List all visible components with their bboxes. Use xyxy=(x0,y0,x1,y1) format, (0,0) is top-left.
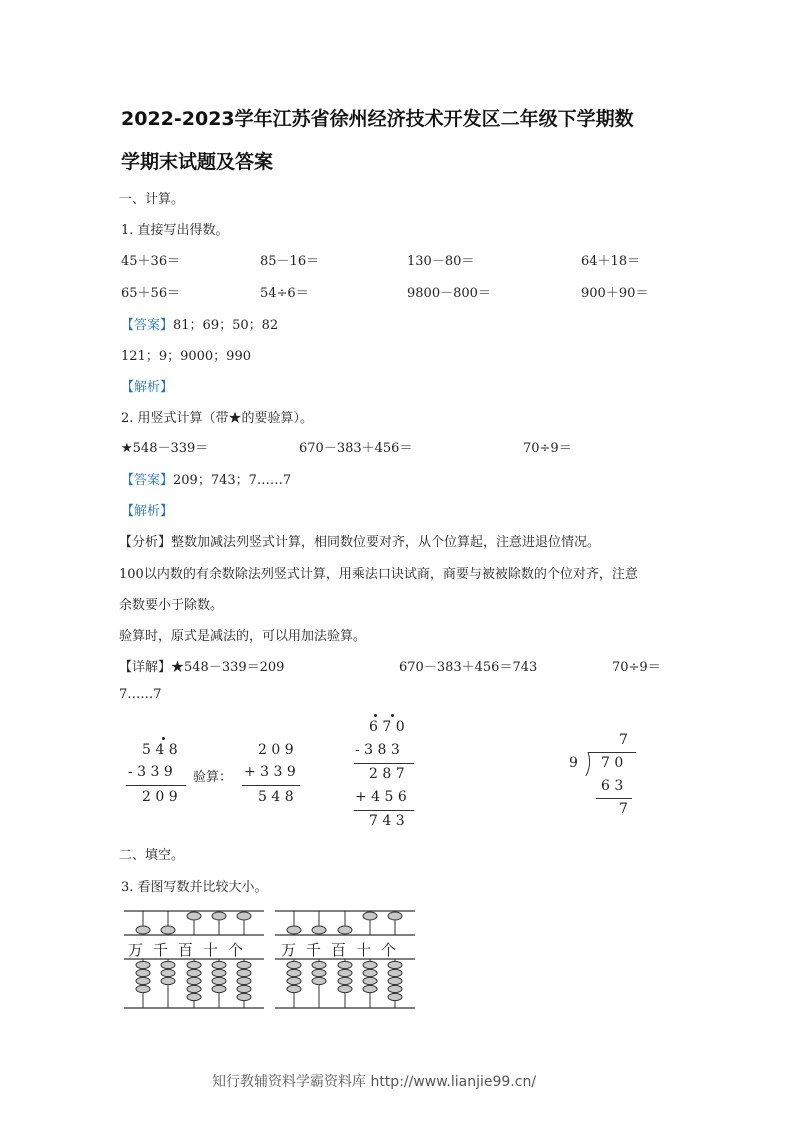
vertical-chk-top: 2 0 9 xyxy=(258,742,294,758)
place-label: 万 xyxy=(281,941,297,959)
q1-item: 45＋36＝ xyxy=(121,254,181,269)
abacus-bead xyxy=(136,926,150,934)
abacus2-labels xyxy=(281,939,406,960)
q1-analysis-tag: 【解析】 xyxy=(121,380,174,395)
vertical-s2-top: 6 7 0 xyxy=(369,719,405,735)
vertical-line xyxy=(354,763,414,764)
vertical-line xyxy=(354,810,414,811)
abacus-bead xyxy=(287,985,301,992)
check-label: 验算： xyxy=(193,770,233,785)
place-label: 个 xyxy=(228,941,244,959)
q2-answer xyxy=(121,469,291,488)
vertical-s2-res: 2 8 7 xyxy=(369,766,405,782)
division-bracket xyxy=(582,752,592,776)
page-title: 2022-2023学年江苏省徐州经济技术开发区二年级下学期数 xyxy=(121,108,634,130)
abacus-bead xyxy=(187,993,201,1000)
abacus-bead xyxy=(161,961,175,968)
division-bar xyxy=(588,752,636,753)
abacus-bead xyxy=(136,977,150,984)
vertical-sub-res: 2 0 9 xyxy=(142,789,178,805)
q2-para: 100以内数的有余数除法列竖式计算，用乘法口诀试商，商要与被被除数的个位对齐，注意 xyxy=(119,567,638,582)
vertical-line xyxy=(242,785,300,786)
q2-item: ★548－339＝ xyxy=(121,441,209,456)
q2-analysis-tag: 【解析】 xyxy=(121,504,174,519)
q1-item: 65＋56＝ xyxy=(121,286,181,301)
place-label: 十 xyxy=(356,941,372,959)
abacus-bead xyxy=(187,912,201,920)
borrow-dot xyxy=(374,714,377,717)
abacus-bead xyxy=(388,993,402,1000)
question-3-heading: 3. 看图写数并比较大小。 xyxy=(121,880,268,895)
abacus-bead xyxy=(338,969,352,976)
place-label: 千 xyxy=(153,941,169,959)
fenxi-tag: 【分析】 xyxy=(119,535,172,550)
abacus-bead xyxy=(312,969,326,976)
abacus-bead xyxy=(161,926,175,934)
answer-text: 209；743；7……7 xyxy=(173,473,292,488)
abacus-bead xyxy=(187,969,201,976)
abacus-bead xyxy=(212,969,226,976)
footer-watermark: 知行教辅资料学霸资料库 http://www.lianjie99.cn/ xyxy=(212,1074,537,1090)
abacus-bead xyxy=(136,969,150,976)
abacus-bead xyxy=(187,977,201,984)
answer-tag: 【答案】 xyxy=(121,473,174,488)
abacus-bead xyxy=(136,985,150,992)
borrow-dot xyxy=(391,714,394,717)
q2-item: 670－383＋456＝ xyxy=(299,441,413,456)
q2-detail: 7……7 xyxy=(119,687,162,702)
abacus-bead xyxy=(237,969,251,976)
division-quotient: 7 xyxy=(619,732,628,748)
abacus-bead xyxy=(388,912,402,920)
q1-answer-line2: 121；9；9000；990 xyxy=(121,349,251,364)
page-title-line2: 学期末试题及答案 xyxy=(121,151,274,173)
abacus-bead xyxy=(338,961,352,968)
q2-item: 70÷9＝ xyxy=(523,441,572,456)
place-label: 个 xyxy=(381,941,397,959)
abacus-bead xyxy=(237,912,251,920)
q1-item: 130－80＝ xyxy=(407,254,475,269)
division-product: 6 3 xyxy=(601,778,624,794)
abacus-bead xyxy=(388,961,402,968)
abacus-bead xyxy=(287,969,301,976)
abacus-bead xyxy=(187,961,201,968)
q1-item: 9800－800＝ xyxy=(407,286,491,301)
detail-text: ★548－339＝209 xyxy=(171,660,285,675)
place-label: 千 xyxy=(306,941,322,959)
section-heading-1: 一、计算。 xyxy=(119,192,185,207)
abacus-bead xyxy=(237,977,251,984)
abacus-bead xyxy=(363,985,377,992)
vertical-s2-final: 7 4 3 xyxy=(369,813,405,829)
answer-tag: 【答案】 xyxy=(121,318,174,333)
abacus-bead xyxy=(338,926,352,934)
abacus-bead xyxy=(212,985,226,992)
division-remainder: 7 xyxy=(619,801,628,817)
abacus-bead xyxy=(388,977,402,984)
vertical-sub-mid: - 3 3 9 xyxy=(128,764,173,780)
q2-para: 余数要小于除数。 xyxy=(119,598,224,613)
abacus-bead xyxy=(363,977,377,984)
fenxi-text: 整数加减法列竖式计算，相同数位要对齐，从个位算起，注意进退位情况。 xyxy=(171,535,601,550)
abacus1-labels xyxy=(128,939,253,960)
vertical-s2-mid: - 3 8 3 xyxy=(355,742,400,758)
xiangjie-tag: 【详解】 xyxy=(119,660,172,675)
q2-fenxi xyxy=(119,531,600,550)
question-2-heading: 2. 用竖式计算（带★的要验算）。 xyxy=(121,411,314,426)
place-label: 万 xyxy=(128,941,144,959)
vertical-s2-add: + 4 5 6 xyxy=(355,789,407,805)
abacus-bead xyxy=(363,912,377,920)
q2-para: 验算时，原式是减法的，可以用加法验算。 xyxy=(119,629,367,644)
abacus-bead xyxy=(388,969,402,976)
question-1-heading: 1. 直接写出得数。 xyxy=(121,223,229,238)
abacus-bead xyxy=(338,985,352,992)
abacus-bead xyxy=(212,977,226,984)
section-heading-2: 二、填空。 xyxy=(119,848,185,863)
q1-item: 54÷6＝ xyxy=(260,286,309,301)
abacus-bead xyxy=(312,961,326,968)
vertical-sub-top: 5 4 8 xyxy=(142,742,178,758)
q2-detail xyxy=(119,656,284,675)
division-divisor: 9 xyxy=(569,755,578,771)
place-label: 百 xyxy=(331,941,347,959)
abacus-bead xyxy=(161,977,175,984)
q2-detail: 70÷9＝ xyxy=(612,660,661,675)
abacus-bead xyxy=(187,985,201,992)
place-label: 百 xyxy=(178,941,194,959)
abacus-bead xyxy=(237,985,251,992)
abacus-bead xyxy=(363,969,377,976)
abacus-bead xyxy=(312,926,326,934)
abacus-bead xyxy=(161,969,175,976)
abacus-bead xyxy=(363,961,377,968)
abacus-bead xyxy=(287,926,301,934)
abacus-bead xyxy=(287,977,301,984)
abacus-bead xyxy=(338,977,352,984)
abacus-bead xyxy=(237,961,251,968)
abacus-bead xyxy=(237,993,251,1000)
abacus-bead xyxy=(287,961,301,968)
vertical-chk-mid: + 3 3 9 xyxy=(244,764,296,780)
vertical-chk-res: 5 4 8 xyxy=(258,789,294,805)
borrow-dot xyxy=(162,737,165,740)
division-line xyxy=(596,798,632,799)
abacus-bead xyxy=(212,961,226,968)
abacus-bead xyxy=(312,977,326,984)
vertical-line xyxy=(126,785,186,786)
answer-text: 81；69；50；82 xyxy=(173,318,279,333)
place-label: 十 xyxy=(203,941,219,959)
abacus-bead xyxy=(212,912,226,920)
q1-item: 85－16＝ xyxy=(260,254,320,269)
abacus-bead xyxy=(388,985,402,992)
q1-item: 900＋90＝ xyxy=(581,286,649,301)
abacus-bead xyxy=(136,961,150,968)
q1-answer xyxy=(121,314,278,333)
q2-detail: 670－383＋456＝743 xyxy=(399,660,538,675)
q1-item: 64＋18＝ xyxy=(581,254,641,269)
division-dividend: 7 0 xyxy=(601,755,624,771)
